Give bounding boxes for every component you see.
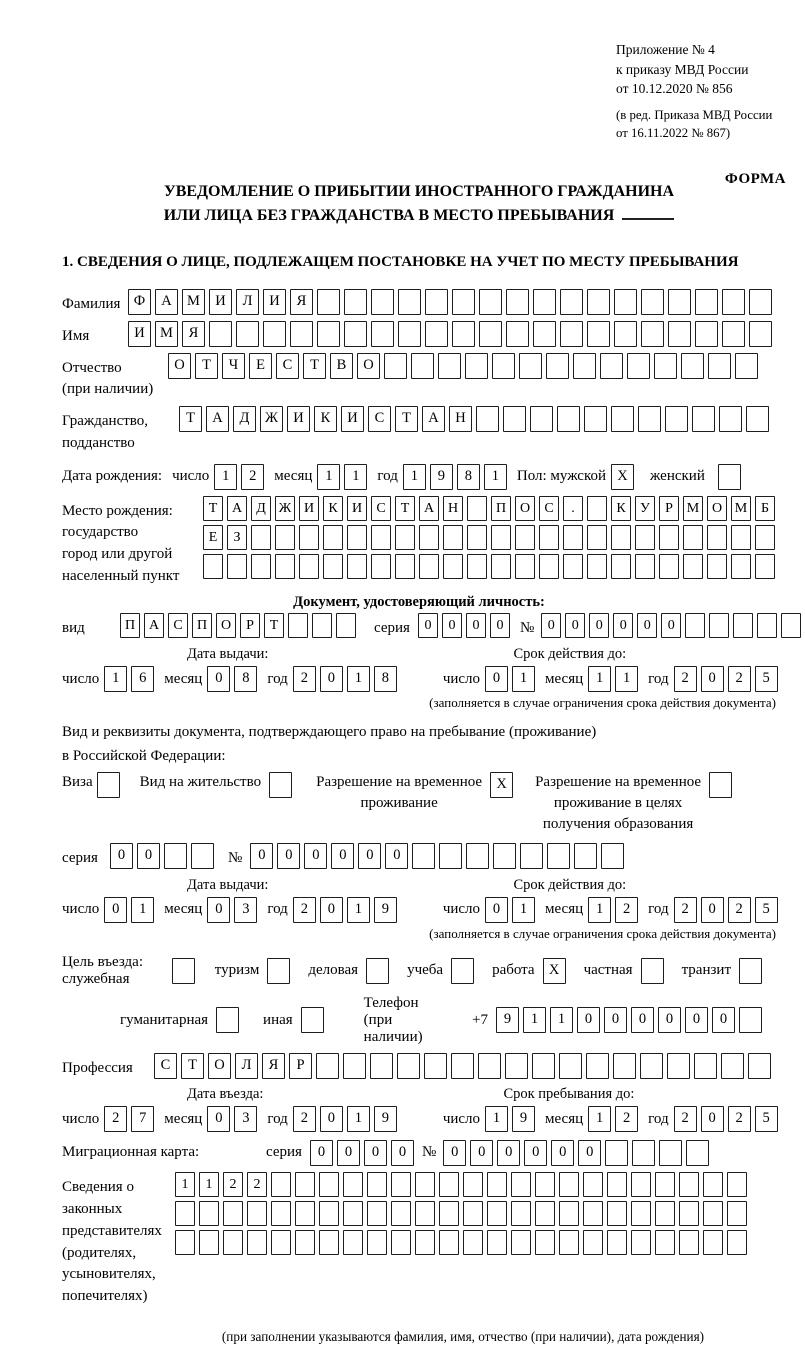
birthplace-row1-cells[interactable]: Т А Д Ж И К И С Т А Н П О С . К У Р М О М Б <box>203 496 779 521</box>
title-underline <box>622 204 674 220</box>
entry-day-cells[interactable]: 2 7 <box>104 1106 158 1132</box>
permit-number-label: № <box>228 849 243 866</box>
identity-doc-heading: Документ, удостоверяющий личность: <box>293 593 545 610</box>
private-checkbox[interactable] <box>641 958 668 984</box>
profession-label: Профессия <box>62 1059 133 1076</box>
permit-issue-month-cells[interactable]: 0 3 <box>207 897 261 923</box>
other-label: иная <box>263 1011 293 1028</box>
surname-cells[interactable]: Ф А М И Л И Я <box>128 289 776 315</box>
humanitarian-checkbox[interactable] <box>216 1007 243 1033</box>
permit-issue-year-cells[interactable]: 2 0 1 9 <box>293 897 401 923</box>
representatives-label: Сведения о законных представителях (родителях, усыновителях, попечителях) <box>62 1179 162 1304</box>
doc-expiry-year-cells[interactable]: 2 0 2 5 <box>674 666 782 692</box>
header-subline: (в ред. Приказа МВД России <box>616 107 773 122</box>
doc-expiry-note: (заполняется в случае ограничения срока действия документа) <box>429 695 776 711</box>
permit-expiry-note: (заполняется в случае ограничения срока действия документа) <box>429 925 776 941</box>
stay-until-date: число 1 9 месяц 1 2 год 2 0 2 5 <box>443 1106 782 1132</box>
migration-number-cells[interactable]: 0 0 0 0 0 0 <box>443 1140 713 1166</box>
permit-series-label: серия <box>62 849 98 866</box>
section1-heading: 1. СВЕДЕНИЯ О ЛИЦЕ, ПОДЛЕЖАЩЕМ ПОСТАНОВКЕ НА УЧЕТ ПО МЕСТУ ПРЕБЫВАНИЯ <box>62 254 739 270</box>
entry-purpose-row: Цель въезда: служебная туризм деловая учеба работа X частная транзит <box>62 954 776 988</box>
residence-permit-checkbox[interactable] <box>269 772 296 798</box>
title-line2: ИЛИ ЛИЦА БЕЗ ГРАЖДАНСТВА В МЕСТО ПРЕБЫВАНИЯ <box>163 207 615 224</box>
permit-issue-date: число 0 1 месяц 0 3 год 2 0 1 9 <box>62 897 401 923</box>
doc-issue-date: число 1 6 месяц 0 8 год 2 0 1 8 <box>62 666 401 692</box>
representatives-row2-cells[interactable] <box>175 1201 751 1226</box>
work-checkbox[interactable]: X <box>543 958 570 984</box>
temp-residence-option: Разрешение на временное проживание X <box>316 772 517 814</box>
citizenship-label: Гражданство, подданство <box>62 413 149 451</box>
permit-expiry-day-cells[interactable]: 0 1 <box>485 897 539 923</box>
birth-date-label: Дата рождения: <box>62 468 163 484</box>
entry-date-label: Дата въезда: <box>187 1086 264 1103</box>
visa-option: Виза <box>62 772 124 798</box>
header-line: от 10.12.2020 № 856 <box>616 81 733 97</box>
temp-residence-checkbox[interactable]: X <box>490 772 517 798</box>
birth-date: Дата рождения: число 1 2 месяц 1 1 год 1 9 8 1 Пол: мужской X женский <box>62 464 745 490</box>
purpose-lead: Цель въезда: служебная <box>62 953 143 987</box>
birthplace-row3-cells[interactable] <box>203 554 779 579</box>
birthplace-row2-cells[interactable]: Е З <box>203 525 779 550</box>
representatives-note: (при заполнении указываются фамилия, имя, отчество (при наличии), дата рождения) <box>221 1329 705 1345</box>
birthplace-grids <box>203 496 779 579</box>
permit-series-cells[interactable]: 0 0 <box>110 843 218 869</box>
entry-month-cells[interactable]: 0 3 <box>207 1106 261 1132</box>
migration-series-cells[interactable]: 0 0 0 0 <box>310 1140 418 1166</box>
stay-day-cells[interactable]: 1 9 <box>485 1106 539 1132</box>
migration-number-label: № <box>421 1144 437 1161</box>
firstname-label: Имя <box>62 327 90 344</box>
humanitarian-label: гуманитарная <box>120 1011 209 1028</box>
permit-expiry-month-cells[interactable]: 1 2 <box>588 897 642 923</box>
doc-issue-month-cells[interactable]: 0 8 <box>207 666 261 692</box>
doc-number-label: № <box>519 619 535 636</box>
doc-expiry-month-cells[interactable]: 1 1 <box>588 666 642 692</box>
residence-doc-intro: Вид и реквизиты документа, подтверждающего право на пребывание (проживание) в Российской Федерации: <box>62 724 597 764</box>
entry-date: число 2 7 месяц 0 3 год 2 0 1 9 <box>62 1106 401 1132</box>
phone-cells[interactable]: 9 1 1 0 0 0 0 0 0 <box>496 1007 766 1033</box>
citizenship-cells[interactable]: Т А Д Ж И К И С Т А Н <box>179 406 773 432</box>
patronymic-label: Отчество (при наличии) <box>62 359 154 398</box>
doc-issue-year-cells[interactable]: 2 0 1 8 <box>293 666 401 692</box>
permit-expiry-year-cells[interactable]: 2 0 2 5 <box>674 897 782 923</box>
phone-label: Телефон (при наличии) <box>363 994 423 1045</box>
sex-label: Пол: мужской <box>516 468 607 484</box>
patronymic-cells[interactable]: О Т Ч Е С Т В О <box>168 353 762 379</box>
doc-expiry-label: Срок действия до: <box>513 646 627 663</box>
doc-kind-label: вид <box>62 619 85 636</box>
birth-month-cells[interactable]: 1 1 <box>317 464 371 490</box>
surname-label: Фамилия <box>62 296 121 312</box>
permit-expiry-label: Срок действия до: <box>513 876 627 893</box>
header-subline: от 16.11.2022 № 867) <box>616 126 731 141</box>
stay-year-cells[interactable]: 2 0 2 5 <box>674 1106 782 1132</box>
forma-label: ФОРМА <box>724 170 786 187</box>
doc-expiry-day-cells[interactable]: 0 1 <box>485 666 539 692</box>
doc-series-label: серия <box>374 619 410 636</box>
title-line1: УВЕДОМЛЕНИЕ О ПРИБЫТИИ ИНОСТРАННОГО ГРАЖДАНИНА <box>163 183 675 200</box>
permit-issue-label: Дата выдачи: <box>187 876 269 893</box>
other-checkbox[interactable] <box>301 1007 328 1033</box>
stay-until-label: Срок пребывания до: <box>503 1086 635 1103</box>
birth-day-cells[interactable]: 1 2 <box>214 464 268 490</box>
business-checkbox[interactable] <box>366 958 393 984</box>
doc-number-cells[interactable]: 0 0 0 0 0 0 <box>541 613 805 638</box>
doc-expiry-date: число 0 1 месяц 1 1 год 2 0 2 5 <box>443 666 782 692</box>
header-line: Приложение № 4 <box>616 42 715 57</box>
tourism-checkbox[interactable] <box>267 958 294 984</box>
transit-checkbox[interactable] <box>739 958 766 984</box>
birthplace-label: Место рождения: государство город или другой населенный пункт <box>62 502 180 584</box>
male-checkbox[interactable]: X <box>611 464 638 490</box>
visa-checkbox[interactable] <box>97 772 124 798</box>
birth-year-cells[interactable]: 1 9 8 1 <box>403 464 511 490</box>
migration-series-label: серия <box>266 1144 302 1161</box>
doc-kind-cells[interactable]: П А С П О Р Т <box>120 613 360 638</box>
representatives-row3-cells[interactable] <box>175 1230 751 1255</box>
phone-prefix: +7 <box>472 1011 488 1028</box>
permit-number-cells[interactable]: 0 0 0 0 0 0 <box>250 843 628 869</box>
profession-cells[interactable]: С Т О Л Я Р <box>154 1053 775 1079</box>
doc-issue-label: Дата выдачи: <box>187 646 269 663</box>
doc-issue-day-cells[interactable]: 1 6 <box>104 666 158 692</box>
female-checkbox[interactable] <box>718 464 745 490</box>
doc-series-cells[interactable]: 0 0 0 0 <box>418 613 514 638</box>
representatives-row1-cells[interactable]: 1 1 2 2 <box>175 1172 751 1197</box>
header-requisites <box>616 40 786 191</box>
residence-permit-option: Вид на жительство <box>140 772 296 798</box>
permit-issue-day-cells[interactable]: 0 1 <box>104 897 158 923</box>
representatives-grids <box>175 1172 751 1345</box>
female-label: женский <box>650 468 705 484</box>
entry-year-cells[interactable]: 2 0 1 9 <box>293 1106 401 1132</box>
study-checkbox[interactable] <box>451 958 478 984</box>
edu-residence-option: Разрешение на временное проживание в целях получения образования <box>535 772 736 835</box>
stay-month-cells[interactable]: 1 2 <box>588 1106 642 1132</box>
edu-residence-checkbox[interactable] <box>709 772 736 798</box>
official-checkbox[interactable] <box>172 958 199 984</box>
firstname-cells[interactable]: И М Я <box>128 321 776 347</box>
migration-card-label: Миграционная карта: <box>62 1144 200 1161</box>
permit-expiry-date: число 0 1 месяц 1 2 год 2 0 2 5 <box>443 897 782 923</box>
header-line: к приказу МВД России <box>616 61 749 77</box>
